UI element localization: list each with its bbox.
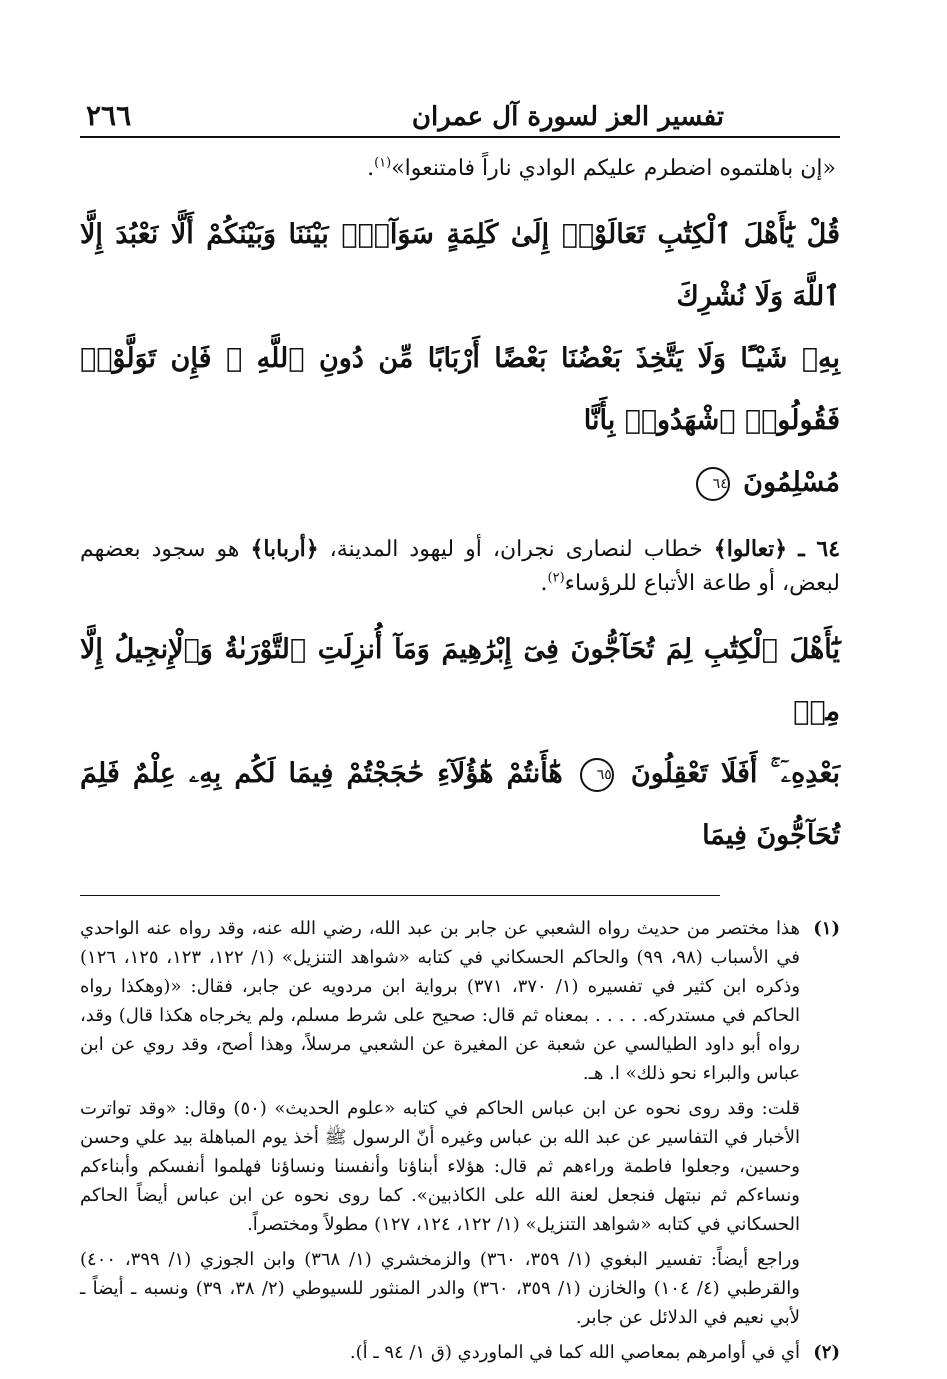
intro-end: . (367, 156, 375, 181)
verse-64-line-1: قُلْ يَٰٓأَهْلَ ٱلْكِتَٰبِ تَعَالَوْا۟ إِلَىٰ كَلِمَةٍ سَوَآءٍۭ بَيْنَنَا وَبَيْنَكُمْ أَلَّا نَعْبُدَ إِلَّا ٱللَّهَ وَلَا نُشْرِكَ (80, 219, 840, 312)
verse-64-line-3-text: مُسْلِمُونَ (743, 467, 840, 498)
commentary-text-2: هو سجود بعضهم لبعض، أو طاعة الأتباع للرؤساء (80, 537, 840, 596)
commentary-end: . (540, 571, 548, 596)
verse-64 (80, 204, 840, 514)
footnote-ref-2: (٢) (547, 570, 565, 586)
footnote-ref-1: (١) (374, 155, 392, 171)
footnote-1-body: هذا مختصر من حديث رواه الشعبي عن جابر بن عبد الله، رضي الله عنه، وقد رواه عنه الواحدي في الأسباب (٩٨، ٩٩) والحاكم الحسكاني في كتابه «شواهد التنزيل» (١/ ١٢٢، ١٢٣، ١٢٥، ١٢٦) وذكره ابن كثير في تفسيره (١/ ٣٧٠، ٣٧١) برواية ابن مردويه عن جابر، فقال: «(وهكذا رواه الحاكم في مستدركه. . . . . بمعناه ثم قال: صحيح على شرط مسلم، ولم يخرجاه هكذا قال) وقد، رواه أبو داود الطيالسي عن شعبة عن المغيرة عن الشعبي مرسلاً، وهذا أصح، وقد روي عن ابن عباس والبراء نحو ذلك» ا. هـ. (80, 918, 801, 1084)
verse-65-line-2a: بَعْدِهِۦٓ ۚ أَفَلَا تَعْقِلُونَ (630, 758, 841, 789)
keyword-taalaw: ﴿تعالوا﴾ (713, 536, 788, 562)
footnote-1-para-2: قلت: وقد روى نحوه عن ابن عباس الحاكم في كتابه «علوم الحديث» (٥٠) وقال: «وقد تواترت الأخبار في التفاسير عن عبد الله بن عباس وغيره أنّ الرسول ﷺ أخذ يوم المباهلة بيد علي وحسن وحسين، وجعلوا فاطمة وراءهم ثم قال: هؤلاء أبناؤنا وأنفسنا ونساؤنا فهلموا أنفسكم وأبناءكم ونساءكم ثم نبتهل فنجعل لعنة الله على الكاذبين». كما روى نحوه عن ابن عباس أيضاً الحاكم الحسكاني في كتابه «شواهد التنزيل» (١/ ١٢٢، ١٢٤، ١٢٧) مطولاً ومختصراً. (80, 1098, 800, 1235)
footnote-2 (80, 1338, 840, 1367)
footnote-2-body: أي في أوامرهم بمعاصي الله كما في الماوردي (ق ١/ ٩٤ ـ أ). (349, 1342, 800, 1363)
footnote-2-number: (٢) (813, 1342, 840, 1363)
commentary-64 (80, 532, 840, 601)
book-title: تفسير العز لسورة آل عمران (411, 102, 724, 132)
verse-65 (80, 619, 840, 867)
keyword-arbaban: ﴿أربابا﴾ (250, 536, 319, 562)
footnote-separator (80, 895, 720, 896)
book-page (80, 88, 840, 1367)
footnote-1 (80, 914, 840, 1088)
ayah-number-64: ٦٤ (696, 467, 730, 501)
commentary-text-1: خطاب لنصارى نجران، أو ليهود المدينة، (329, 537, 703, 562)
intro-quote (80, 152, 840, 186)
verse-64-line-3 (80, 452, 840, 514)
footnote-1-number: (١) (813, 918, 840, 939)
header-rule (80, 136, 840, 138)
verse-66-start: هَٰٓأَنتُمْ هَٰٓؤُلَآءِ حَٰجَجْتُمْ فِيمَا لَكُم بِهِۦ عِلْمٌ فَلِمَ تُحَآجُّونَ فِيمَا (80, 758, 840, 851)
page-number: ٢٦٦ (86, 99, 132, 132)
intro-text: «إن باهلتموه اضطرم عليكم الوادي ناراً فامتنعوا» (391, 156, 836, 181)
footnotes (80, 914, 840, 1367)
running-header (80, 88, 840, 132)
verse-65-line-1: يَٰٓأَهْلَ ٱلْكِتَٰبِ لِمَ تُحَآجُّونَ فِىٓ إِبْرَٰهِيمَ وَمَآ أُنزِلَتِ ٱلتَّوْرَىٰةُ وَٱلْإِنجِيلُ إِلَّا مِنۢ (80, 634, 840, 727)
commentary-number: ٦٤ ـ (798, 536, 841, 562)
verse-65-line-2 (80, 743, 840, 867)
verse-64-line-2: بِهِۦ شَيْـًٔا وَلَا يَتَّخِذَ بَعْضُنَا بَعْضًا أَرْبَابًا مِّن دُونِ ٱللَّهِ ۚ فَإِن تَوَلَّوْا۟ فَقُولُوا۟ ٱشْهَدُوا۟ بِأَنَّا (80, 343, 840, 436)
footnote-1-para-3: وراجع أيضاً: تفسير البغوي (١/ ٣٥٩، ٣٦٠) والزمخشري (١/ ٣٦٨) وابن الجوزي (١/ ٣٩٩، ٤٠٠) والقرطبي (٤/ ١٠٤) والخازن (١/ ٣٥٩، ٣٦٠) والدر المنثور للسيوطي (٢/ ٣٨، ٣٩) ونسبه ـ أيضاً ـ لأبي نعيم في الدلائل عن جابر. (80, 1249, 800, 1328)
ayah-number-65: ٦٥ (580, 758, 614, 792)
